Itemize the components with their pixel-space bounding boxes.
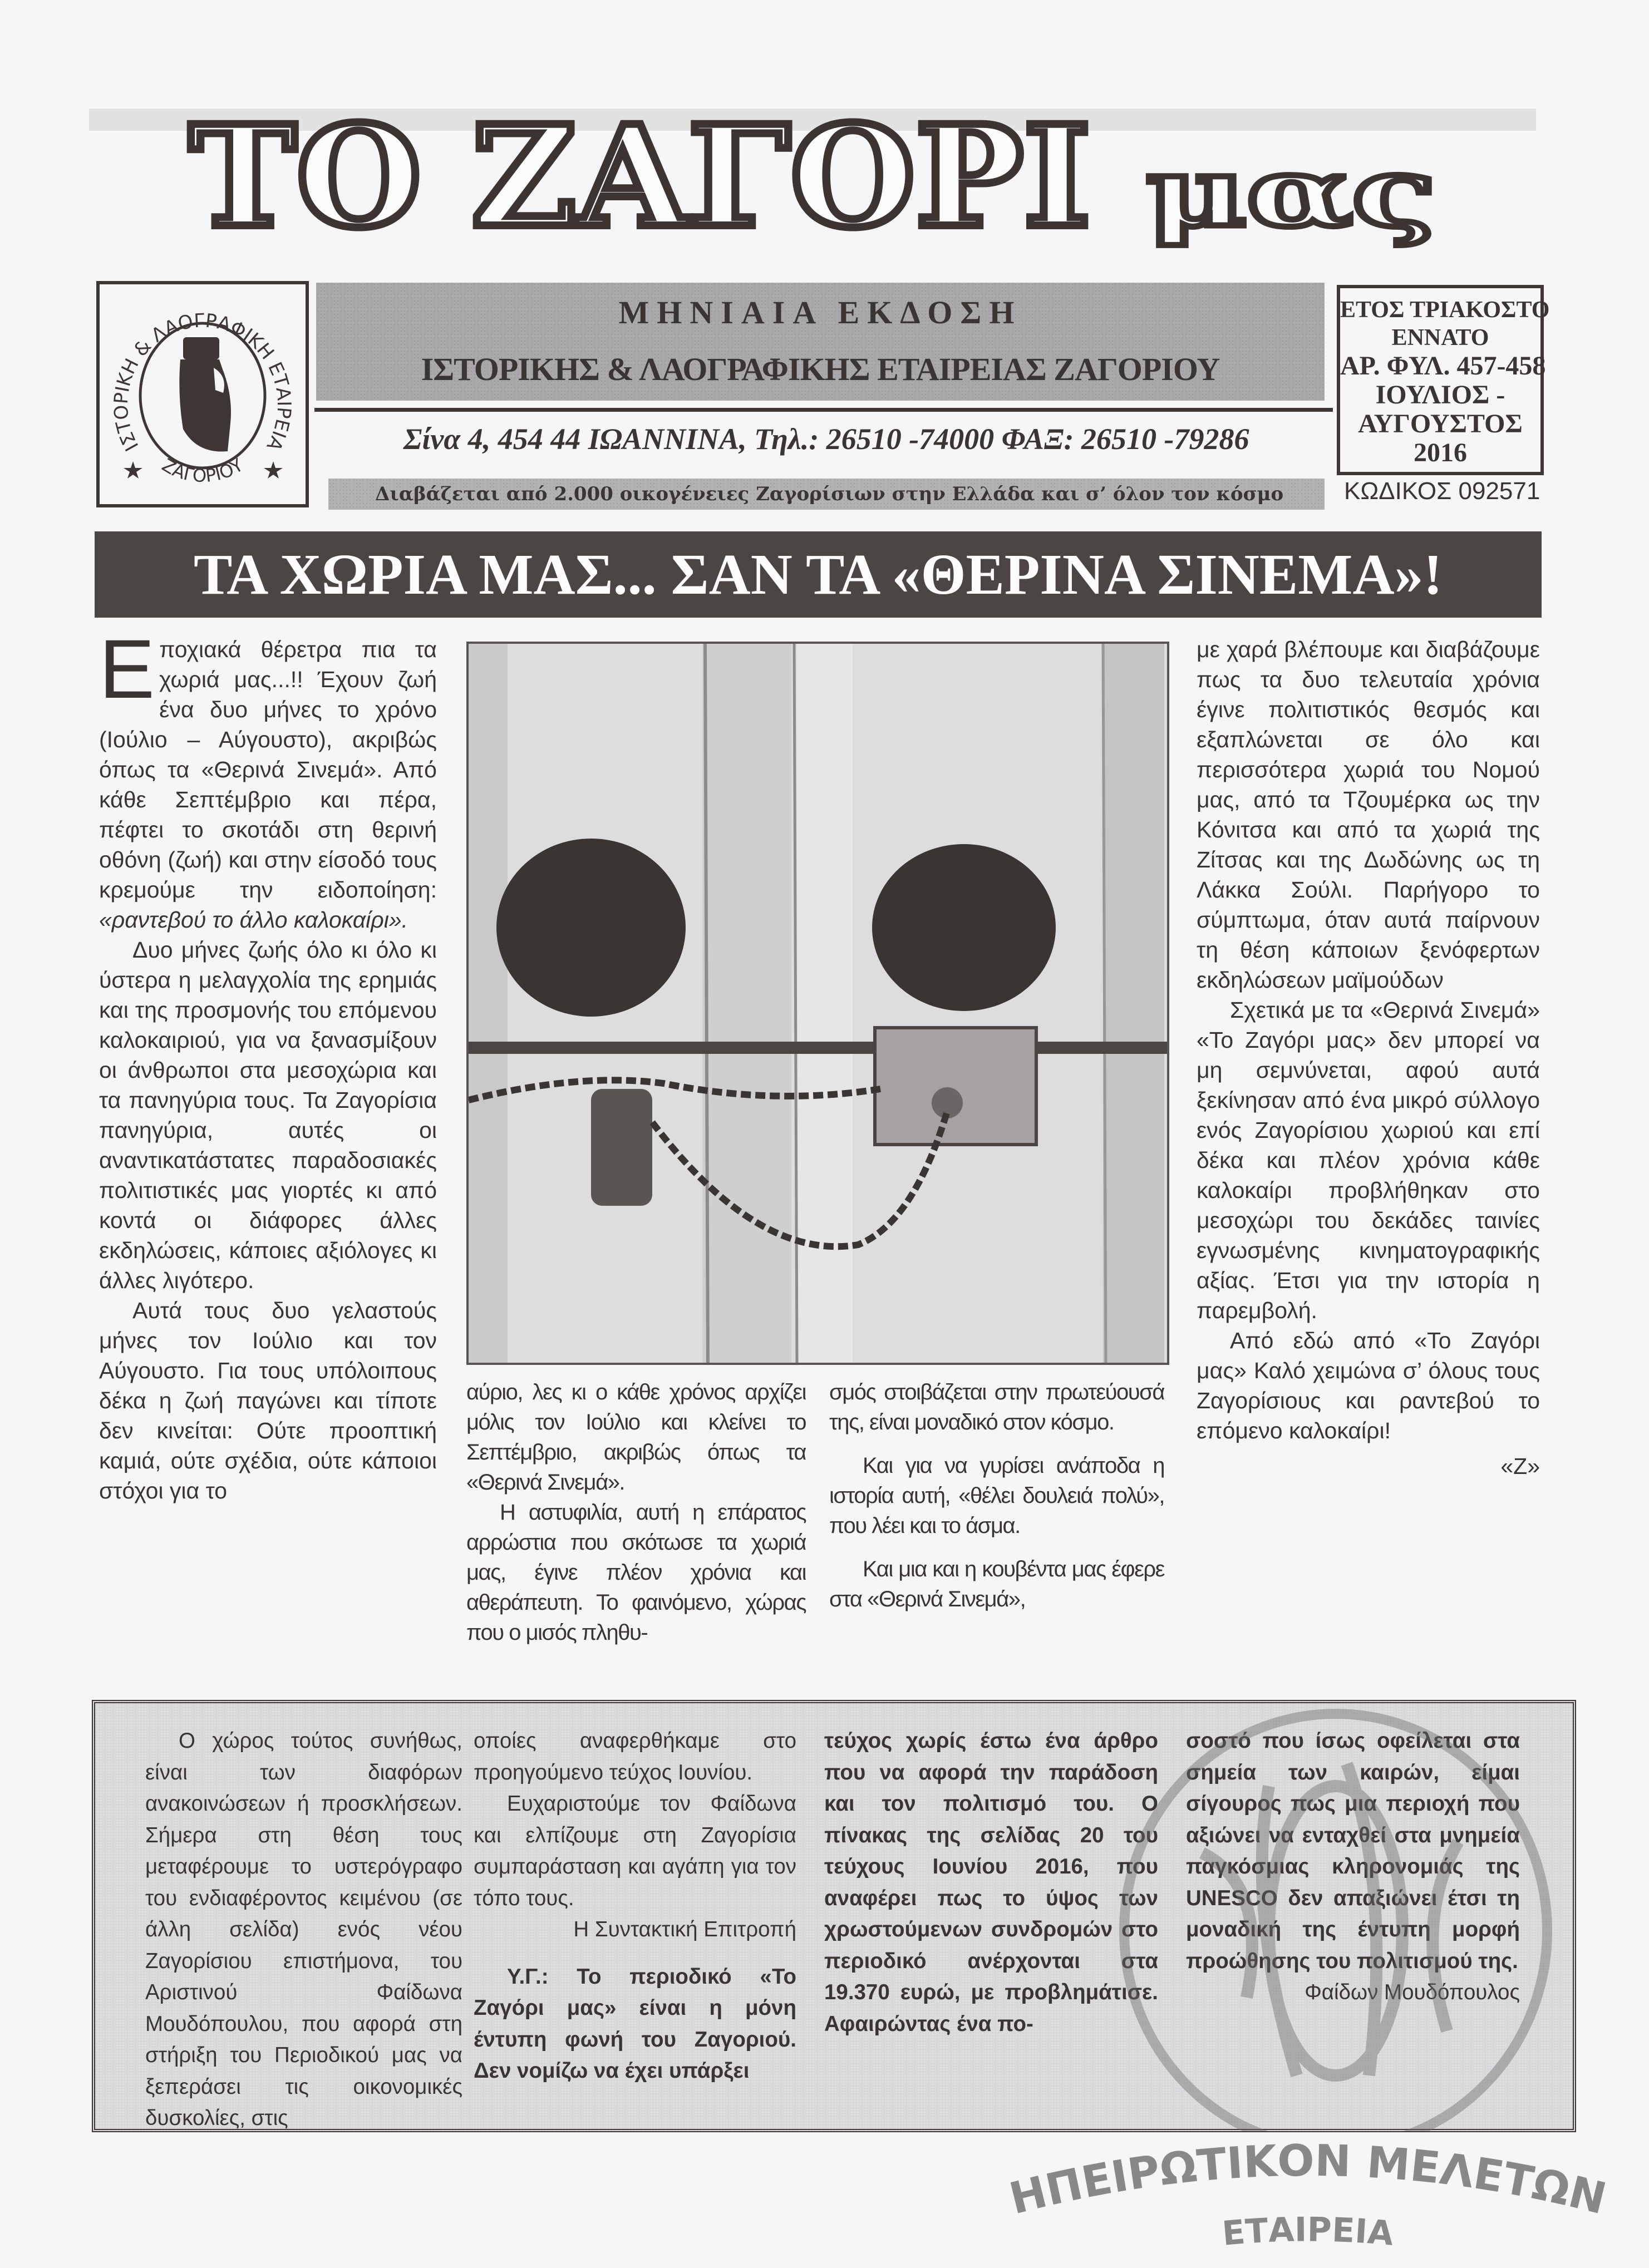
- issue-info-box: [1337, 285, 1550, 475]
- notice-column-4: [1186, 1725, 1520, 2009]
- issue-sheet-number: ΑΡ. ΦΥΛ. 457-458: [1340, 351, 1546, 381]
- issue-year: 2016: [1414, 438, 1467, 467]
- article-paragraph: σμός στοιβάζεται στην πρωτεύουσά της, είναι μοναδικό στον κόσμο.: [829, 1380, 1164, 1434]
- door-knocker-right: [872, 844, 1056, 1011]
- society-logo: [96, 281, 309, 507]
- notice-paragraph: Ευχαριστούμε τον Φαίδωνα και ελπίζουμε στη Ζαγορίσια συμπαράσταση και αγάπη για τον τόπο τους.: [474, 1792, 796, 1910]
- drop-cap: Ε: [99, 622, 155, 716]
- portrait-icon: [179, 337, 231, 452]
- svg-text:ΗΠΕΙΡΩΤΙΚΟΝ ΜΕΛΕΤΩΝ: [1005, 2136, 1611, 2225]
- logo-ring-text: ΙΣΤΟΡΙΚΗ & ΛΑΟΓΡΑΦΙΚΗ ΕΤΑΙΡΕΙΑ: [110, 309, 296, 455]
- contact-address: Σίνα 4, 454 44 ΙΩΑΝΝΙΝΑ, Τηλ.: 26510 -74000 ΦΑΞ: 26510 -79286: [403, 422, 1249, 456]
- masthead-suffix: μας: [1146, 137, 1436, 248]
- headline-bar: [95, 531, 1542, 618]
- article-column-1: [99, 622, 437, 1506]
- star-icon: [124, 461, 142, 479]
- issue-months-line1: ΙΟΥΛΙΟΣ -: [1375, 380, 1505, 410]
- logo-ring-bottom: ΖΑΓΟΡΙΟΥ: [158, 454, 247, 487]
- notice-column-2: [474, 1725, 796, 2087]
- postscript-paragraph: τεύχος χωρίς έστω ένα άρθρο που να αφορά την παράδοση και τον πολιτισμό του. Ο πίνακας της σελίδας 20 του τεύχους Ιουνίου 2016, που αναφέρει πως το ύψος των χρωστούμενων συνδρομών στο περιοδικό ανέρχονται στα 19.370 ευρώ, με προβλημάτισε. Αφαιρώντας ένα πο-: [824, 1729, 1158, 2036]
- article-paragraph: Η αστυφιλία, αυτή η επάρατος αρρώστια που σκότωσε τα χωριά μας, έγινε πλέον χρόνια και αθεράπευτη. Το φαινόμενο, χώρας που ο μισός πληθυ-: [466, 1500, 806, 1645]
- article-paragraph: ποχιακά θέρετρα πια τα χωριά μας...!! Έχουν ζωή ένα δυο μήνες το χρόνο (Ιούλιο – Αύγουστο), ακριβώς όπως τα «Θερινά Σινεμά». Από κάθε Σεπτέμβριο και πέρα, πέφτει το σκοτάδι στη θερινή οθόνη (ζωή) και στην είσοδό τους κρεμούμε την ειδοποίηση:: [99, 637, 437, 903]
- door-knocker-left: [496, 839, 686, 1017]
- author-signature: Φαίδων Μουδόπουλος: [1305, 1980, 1520, 2004]
- headline-text: ΤΑ ΧΩΡΙΑ ΜΑΣ... ΣΑΝ ΤΑ «ΘΕΡΙΝΑ ΣΙΝΕΜΑ»!: [194, 543, 1443, 607]
- article-paragraph: Και για να γυρίσει ανάποδα η ιστορία αυτή, «θέλει δουλειά πολύ», που λέει και το άσμα.: [829, 1453, 1164, 1538]
- notice-paragraph: οποίες αναφερθήκαμε στο προηγούμενο τεύχος Ιουνίου.: [474, 1729, 796, 1784]
- issue-year-line1: ΕΤΟΣ ΤΡΙΑΚΟΣΤΟ: [1340, 297, 1550, 323]
- readership-strip: [328, 479, 1325, 510]
- issue-code: ΚΩΔΙΚΟΣ 092571: [1344, 477, 1540, 505]
- svg-text:ΕΤΑΙΡΕΙΑ: [1220, 2210, 1395, 2254]
- svg-text:ΖΑΓΟΡΙΟΥ: [158, 454, 247, 486]
- article-photo-locked-door: [466, 642, 1169, 1365]
- article-paragraph: αύριο, λες κι ο κάθε χρόνος αρχίζει μόλις τον Ιούλιο και κλείνει το Σεπτέμβριο, ακριβώς όπως τα «Θερινά Σινεμά».: [466, 1380, 806, 1495]
- notice-column-3: [824, 1725, 1158, 2040]
- publisher-banner: [316, 283, 1325, 401]
- banner-subtitle: ΙΣΤΟΡΙΚΗΣ & ΛΑΟΓΡΑΦΙΚΗΣ ΕΤΑΙΡΕΙΑΣ ΖΑΓΟΡΙΟΥ: [421, 351, 1220, 387]
- article-column-4: [1197, 634, 1540, 1481]
- article-paragraph: Δυο μήνες ζωής όλο κι όλο κι ύστερα η μελαγχολία της ερημιάς και της προσμονής του επόμενου καλοκαιριού, για να ξανασμίξουν οι άνθρωποι στα μεσοχώρια και τα πανηγύρια τους. Τα Ζαγορίσια πανηγύρια, αυτές οι αναντικατάστατες παραδοσιακές πολιτιστικές μας γιορτές κι από κοντά οι διάφορες άλλες εκδηλώσεις, κάποιες αξιόλογες κι άλλες λιγότερο.: [99, 937, 437, 1293]
- star-icon: [264, 461, 283, 479]
- issue-months-line2: ΑΥΓΟΥΣΤΟΣ: [1358, 409, 1523, 438]
- article-column-2: [466, 1377, 806, 1648]
- contact-address-box: [328, 422, 1325, 461]
- article-paragraph: Από εδώ από «Το Ζαγόρι μας» Καλό χειμώνα σ’ όλους τους Ζαγορίσιους και ραντεβού το επόμενο καλοκαίρι!: [1197, 1328, 1540, 1443]
- stamp-text-bottom: ΕΤΑΙΡΕΙΑ: [1220, 2210, 1395, 2254]
- postscript-paragraph: Υ.Γ.: Το περιοδικό «Το Ζαγόρι μας» είναι η μόνη έντυπη φωνή του Ζαγοριού. Δεν νομίζω να έχει υπάρξει: [474, 1964, 796, 2083]
- article-quote: «ραντεβού το άλλο καλοκαίρι».: [99, 907, 408, 933]
- notice-paragraph: Ο χώρος τούτος συνήθως, είναι των διαφόρων ανακοινώσεων ή προσκλήσεων. Σήμερα στη θέση τους μεταφέρουμε το υστερόγραφο του ενδιαφέροντος κειμένου (σε άλλη σελίδα) ενός νέου Ζαγορίσιου επιστήμονα, του Αριστινού Φαίδωνα Μουδόπουλου, που αφορά στη στήριξη του Περιοδικού μας να ξεπεράσει τις οικονομικές δυσκολίες, στις: [145, 1729, 462, 2130]
- readership-text: Διαβάζεται από 2.000 οικογένειες Ζαγορίσιων στην Ελλάδα και σ’ όλον τον κόσμο: [375, 483, 1284, 505]
- notice-column-1: [145, 1725, 462, 2134]
- stamp-text-top: ΗΠΕΙΡΩΤΙΚΟΝ ΜΕΛΕΤΩΝ: [1005, 2136, 1611, 2225]
- article-paragraph: με χαρά βλέπουμε και διαβάζουμε πως τα δυο τελευταία χρόνια έγινε πολιτιστικός θεσμός και εξαπλώνεται σε όλο και περισσότερα χωριά του Νομού μας, από τα Τζουμέρκα ως την Κόνιτσα και από τα χωριά της Ζίτσας και της Δωδώνης ως τη Λάκκα Σούλι. Παρήγορο το σύμπτωμα, όταν αυτά παίρνουν τη θέση κάποιων ξενόφερτων εκδηλώσεων μαϊμούδων: [1197, 637, 1540, 993]
- padlock-icon: [591, 1089, 652, 1206]
- article-paragraph: Αυτά τους δυο γελαστούς μήνες τον Ιούλιο και τον Αύγουστο. Για τους υπόλοιπους δέκα η ζωή παγώνει και τίποτε δεν κινείται: Ούτε προοπτική καμιά, ούτε σχέδια, ούτε κάποιοι στόχοι για το: [99, 1298, 437, 1503]
- article-signature: «Ζ»: [1500, 1453, 1540, 1479]
- article-paragraph: Σχετικά με τα «Θερινά Σινεμά» «Το Ζαγόρι μας» δεν μπορεί να μη σεμνύνεται, αφού αυτά ξεκίνησαν από ένα μικρό σύλλογο ενός Ζαγορίσιου χωριού και επί δέκα και πλέον χρόνια κάθε καλοκαίρι προβλήθηκαν στο μεσοχώρι του δεκάδες ταινίες εγνωσμένης κινηματογραφικής αξίας. Έτσι για την ιστορία η παρεμβολή.: [1197, 997, 1540, 1323]
- masthead-logo: [184, 83, 1453, 250]
- banner-title: ΜΗΝΙΑΙΑ ΕΚΔΟΣΗ: [618, 294, 1022, 331]
- article-column-3: [829, 1377, 1164, 1614]
- article-paragraph: Και μια και η κουβέντα μας έφερε στα «Θερινά Σινεμά»,: [829, 1557, 1164, 1611]
- editorial-signature: Η Συντακτική Επιτροπή: [573, 1917, 796, 1941]
- header-rule: [314, 408, 1333, 412]
- postscript-paragraph: σοστό που ίσως οφείλεται στα σημεία των καιρών, είμαι σίγουρος πως μια περιοχή που αξιώνει να ενταχθεί στα μνημεία παγκόσμιας κληρονομιάς της UNESCO δεν απαξιώνει έτσι τη μοναδική της έντυπη μορφή προώθησης του πολιτισμού της.: [1186, 1729, 1520, 1973]
- library-stamp-lettering: [979, 2131, 1636, 2265]
- notice-box: [92, 1700, 1576, 2132]
- issue-year-line2: ΕΝΝΑΤΟ: [1391, 325, 1489, 351]
- masthead-title: ΤΟ ΖΑΓΟΡΙ: [189, 95, 1091, 250]
